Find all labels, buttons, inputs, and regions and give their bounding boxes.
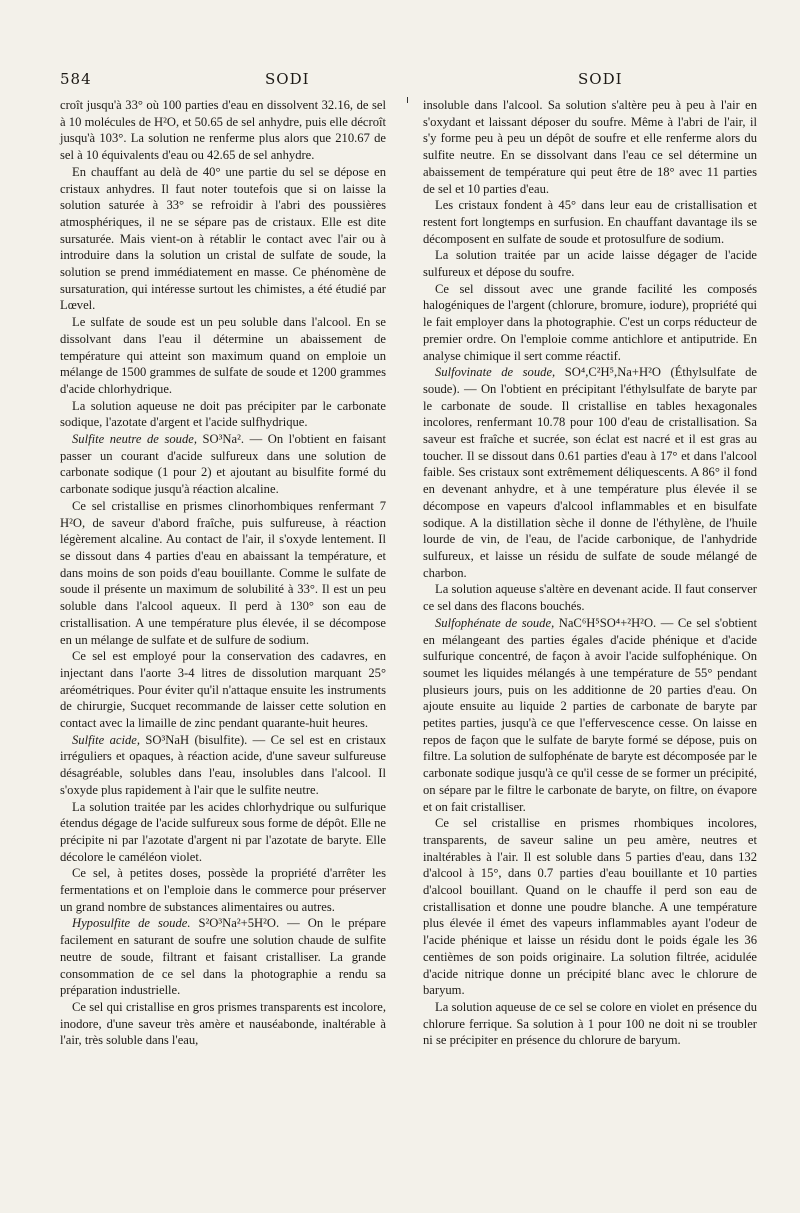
entry-term: Sulfovinate de soude, (435, 365, 556, 380)
paragraph (60, 398, 386, 431)
paragraph (423, 999, 757, 1049)
right-column (423, 97, 757, 1049)
paragraph (60, 732, 386, 799)
paragraph-text: Ce sel qui cristallise en gros prismes transparents est incolore, inodore, d'une saveur très amère et nauséabonde, inaltérable à l'air, très soluble dans l'eau, (60, 999, 386, 1048)
paragraph (423, 815, 757, 999)
paragraph (423, 197, 757, 247)
paragraph-text: La solution aqueuse de ce sel se colore en violet en présence du chlorure ferrique. Sa solution à 1 pour 100 ne doit ni se troubler ni se précipiter en présence du chlorure de baryum. (423, 999, 757, 1048)
paragraph-text: Ce sel cristallise en prismes clinorhombiques renfermant 7 H²O, de saveur d'abord fraîche, puis sulfureuse, à réaction légèrement alcaline. Au contact de l'air, il s'oxyde lentement. Il se dissout dans 4 parties d'eau en abaissant la température, et dans moins de son poids d'eau bouillante. Comme le sulfate de soude il présente un maximum de solubilité à 33°. Il est un peu soluble dans l'alcool aqueux. Il perd à 130° son eau de cristallisation. A une température plus élevée, il se décompose en un mélange de sulfate et de sulfure de sodium. (60, 498, 386, 647)
paragraph (60, 799, 386, 866)
paragraph-text: Le sulfate de soude est un peu soluble dans l'alcool. En se dissolvant dans l'eau il détermine un abaissement de température qui atteint son maximum quand on emploie un mélange de 1500 grammes de sulfate de soude et 1200 grammes d'acide chlorhydrique. (60, 315, 386, 396)
paragraph (60, 431, 386, 498)
paragraph (423, 247, 757, 280)
paragraph (423, 581, 757, 614)
paragraph (423, 364, 757, 581)
paragraph (423, 281, 757, 365)
paragraph (60, 164, 386, 314)
paragraph-text: NaC⁶H⁵SO⁴+²H²O. — Ce sel s'obtient en mélangeant des parties égales d'acide phénique et d'acide sulfurique concentré, de façon à avoir l'acide sulfophénique. On soumet les liquides mélangés à une température de 55° pendant plusieurs jours, puis on les additionne de 20 parties d'eau. On ajoute ensuite au liquide 2 parties de carbonate de baryte par petites parties, jusqu'à ce que l'effervescence cesse. On laisse en repos de façon que le sulfate de baryte formé se dépose, puis on filtre. La solution de sulfophénate de baryte est décomposée par le carbonate sodique jusqu'à ce qu'il cesse de se former un précipité, on sépare par le filtre le carbonate de baryte, on filtre, on évapore et on fait cristalliser. (423, 615, 757, 814)
paragraph-text: SO⁴,C²H⁵,Na+H²O (Éthylsulfate de soude). — On l'obtient en précipitant l'éthylsulfate de baryte par le carbonate de soude. Il cristallise en tables hexagonales incolores, renfermant 10.78 pour 100 d'eau de cristallisation. Sa saveur est fraîche et sucrée, son éclat est nacré et il est gras au toucher. Il se dissout dans 0.61 parties d'eau à 17° et dans l'alcool faible. Ses cristaux sont extrêmement déliquescents. A 86° il fond en devenant anhydre, et à une température plus élevée il se décompose en vapeurs d'alcool inflammables et en bisulfate sodique. A la distillation sèche il donne de l'éthylène, de l'huile lourde de vin, de l'eau, de l'acide carbonique, de l'anhydride sulfureux, et laisse un résidu de sulfate de soude mélangé de charbon. (423, 365, 757, 580)
paragraph-text: Ce sel dissout avec une grande facilité les composés halogéniques de l'argent (chlorure, bromure, iodure), propriété qui le fait employer dans la photographie. C'est un corps réducteur de premier ordre. On l'emploie comme antichlore et antiputride. En analyse chimique il sert comme réactif. (423, 281, 757, 363)
paragraph-text: SO³NaH (bisulfite). — Ce sel est en cristaux irréguliers et opaques, à réaction acide, d'une saveur sulfureuse désagréable, solubles dans l'eau, insolubles dans l'alcool. Il s'oxyde plus rapidement à l'air que le sulfite neutre. (60, 732, 387, 797)
paragraph-text: Ce sel, à petites doses, possède la propriété d'arrêter les fermentations et on l'emploie dans le commerce pour préserver un grand nombre de substances alimentaires ou autres. (60, 866, 386, 914)
entry-term: Sulfite acide, (72, 732, 141, 747)
entry-term: Hyposulfite de soude. (72, 916, 191, 931)
paragraph-text: croît jusqu'à 33° où 100 parties d'eau en dissolvent 32.16, de sel à 10 molécules de H²O, et 50.65 de sel anhydre, puis elle décroît jusqu'à 103°. La solution ne renferme plus alors que 210.67 de sel à 10 équivalents d'eau ou 42.65 de sel anhydre. (60, 98, 386, 163)
paragraph-text: La solution aqueuse s'altère en devenant acide. Il faut conserver ce sel dans des flacons bouchés. (423, 582, 757, 614)
paragraph-text: En chauffant au delà de 40° une partie du sel se dépose en cristaux anhydres. Il faut noter toutefois que si on laisse la solution saturée à 33° se refroidir à l'abri des poussières atmosphériques, il ne se sépare pas de cristaux. Elle est dite sursaturée. Mais vient-on à rétablir le contact avec l'air ou à introduire dans la solution un cristal de sulfate de soude, la solution se prend immédiatement en masse. Ce phénomène de sursaturation, qui intéresse surtout les chimistes, a été étudié par Lœvel. (60, 164, 386, 313)
entry-term: Sulfophénate de soude, (435, 615, 555, 630)
paragraph-text: La solution traitée par les acides chlorhydrique ou sulfurique étendus dégage de l'acide sulfureux sous forme de dépôt. Elle ne précipite ni par l'azotate d'argent ni par l'azotate de baryte. Elle décolore le caméléon violet. (60, 799, 386, 864)
page-header (60, 70, 758, 92)
running-title-right: SODI (578, 70, 623, 88)
paragraph (60, 865, 386, 915)
paragraph (60, 648, 386, 732)
column-divider (407, 97, 408, 103)
paragraph (60, 97, 386, 164)
running-title-left: SODI (265, 70, 310, 88)
paragraph-text: La solution aqueuse ne doit pas précipiter par le carbonate sodique, l'azotate d'argent et l'acide sulfhydrique. (60, 398, 386, 430)
page-number: 584 (60, 70, 92, 88)
paragraph-text: Les cristaux fondent à 45° dans leur eau de cristallisation et restent fort longtemps en surfusion. En chauffant davantage ils se décomposent en sulfate de soude et protosulfure de sodium. (423, 198, 757, 246)
paragraph (60, 999, 386, 1049)
paragraph (423, 97, 757, 197)
paragraph-text: Ce sel cristallise en prismes rhombiques incolores, transparents, de saveur saline un peu amère, neutres et inaltérables à l'air. Il est soluble dans 5 parties d'eau, dans 132 d'alcool à 15°, dans 0.7 parties d'eau bouillante et 10 parties d'alcool bouillant. Quand on le chauffe il perd son eau de cristallisation et donne une poudre blanche. A une température plus élevée il émet des vapeurs inflammables ayant l'odeur de l'acide phénique et laisse un résidu dont le poids égale les 36 centièmes de son poids originaire. La solution filtrée, acidulée d'acide nitrique donne un précipité blanc avec le chlorure de baryum. (423, 816, 757, 998)
left-column (60, 97, 386, 1049)
paragraph-text: SO³Na². — On l'obtient en faisant passer un courant d'acide sulfureux dans une solution de carbonate sodique (1 pour 2) et ajoutant au bisulfite formé du carbonate sodique jusqu'à réaction alcaline. (60, 432, 387, 497)
paragraph (60, 314, 386, 398)
paragraph-text: S²O³Na²+5H²O. — On le prépare facilement en saturant de soufre une solution chaude de sulfite neutre de soude, filtrant et faisant cristalliser. La grande consommation de ce sel dans la photographie a rendu sa préparation industrielle. (60, 916, 386, 998)
paragraph-text: La solution traitée par un acide laisse dégager de l'acide sulfureux et dépose du soufre. (423, 248, 757, 280)
paragraph-text: Ce sel est employé pour la conservation des cadavres, en injectant dans l'aorte 3-4 litres de dissolution marquant 25° aréométriques. Pour éviter qu'il n'attaque ensuite les instruments de chirurgie, Sucquet recommande de laisser cette solution en contact avec la limaille de zinc pendant quarante-huit heures. (60, 649, 386, 731)
paragraph (60, 915, 386, 999)
paragraph (60, 498, 386, 648)
paragraph (423, 615, 757, 815)
paragraph-text: insoluble dans l'alcool. Sa solution s'altère peu à peu à l'air en s'oxydant et laissant déposer du soufre. Même à l'abri de l'air, il s'y forme peu à peu un dépôt de soufre et elle renferme alors du sulfite neutre. En se dissolvant dans l'eau ce sel détermine un abaissement de température qui peut être de 18° avec 11 parties de sel et 10 parties d'eau. (423, 98, 757, 196)
entry-term: Sulfite neutre de soude, (72, 432, 197, 447)
